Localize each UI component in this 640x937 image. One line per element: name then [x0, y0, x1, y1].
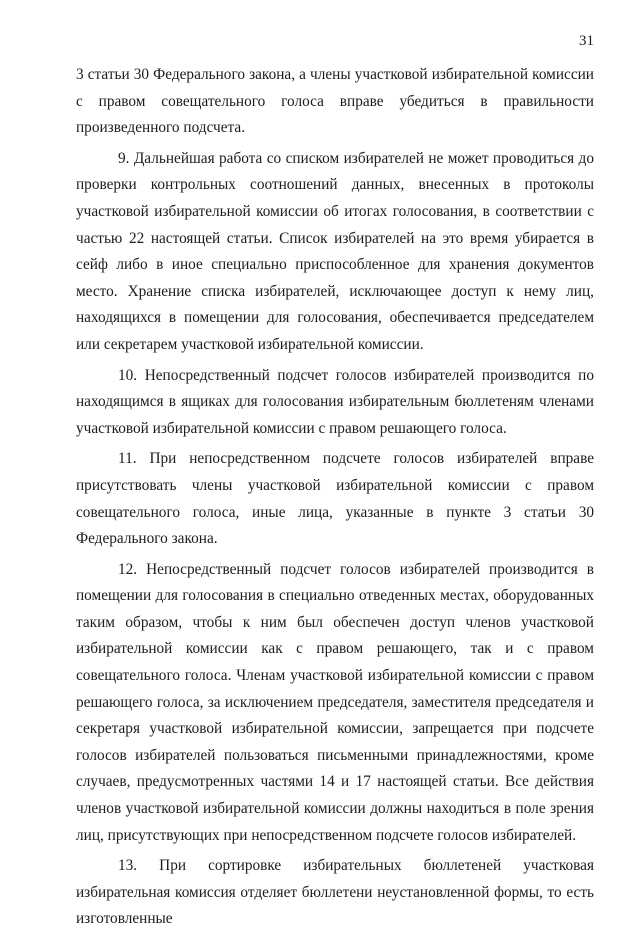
document-body — [76, 62, 594, 937]
paragraph-13: 13. При сортировке избирательных бюллетеней участковая избирательная комиссия отделяет бюллетени неустановленной формы, то есть изготовленные — [76, 857, 594, 928]
page-number: 31 — [579, 33, 594, 49]
paragraph-10: 10. Непосредственный подсчет голосов избирателей производится по находящимся в ящиках для голосования избирательным бюллетеням членами участковой избирательной комиссии с правом решающего голоса. — [76, 366, 594, 437]
paragraph-11: 11. При непосредственном подсчете голосов избирателей вправе присутствовать члены участковой избирательной комиссии с правом совещательного голоса, иные лица, указанные в пункте 3 статьи 30 Федерального закона. — [76, 450, 594, 548]
paragraph-continuation: 3 статьи 30 Федерального закона, а члены участковой избирательной комиссии с правом совещательного голоса вправе убедиться в правильности произведенного подсчета. — [76, 66, 594, 137]
paragraph-12: 12. Непосредственный подсчет голосов избирателей производится в помещении для голосования в специально отведенных местах, оборудованных таким образом, чтобы к ним был обеспечен доступ членов участковой избирательной комиссии как с правом решающего, так и с правом совещательного голоса. Членам участковой избирательной комиссии с правом решающего голоса, за исключением председателя, заместителя председателя и секретаря участковой избирательной комиссии, запрещается при подсчете голосов избирателей пользоваться письменными принадлежностями, кроме случаев, предусмотренных частями 14 и 17 настоящей статьи. Все действия членов участковой избирательной комиссии должны находиться в поле зрения лиц, присутствующих при непосредственном подсчете голосов избирателей. — [76, 560, 594, 844]
paragraph-9: 9. Дальнейшая работа со списком избирателей не может проводиться до проверки контрольных соотношений данных, внесенных в протоколы участковой избирательной комиссии об итогах голосования, в соответствии с частью 22 настоящей статьи. Список избирателей на это время убирается в сейф либо в иное специально приспособленное для хранения документов место. Хранение списка избирателей, исключающее доступ к нему лиц, находящихся в помещении для голосования, обеспечивается председателем или секретарем участковой избирательной комиссии. — [76, 149, 594, 353]
